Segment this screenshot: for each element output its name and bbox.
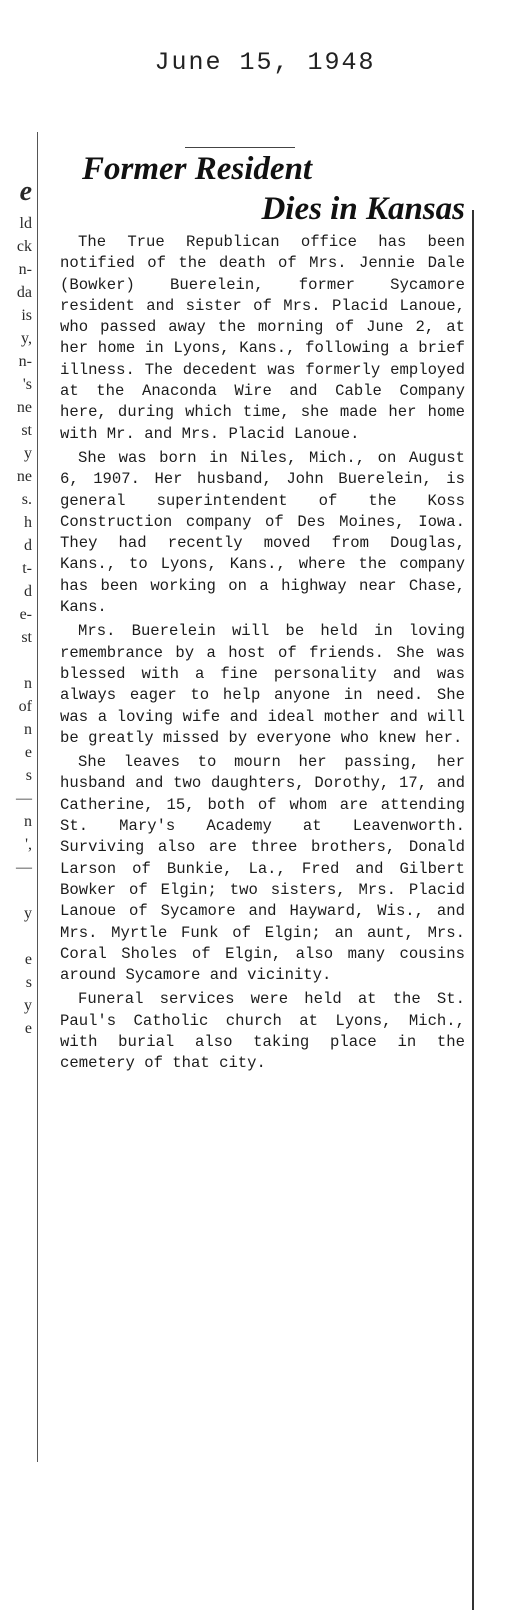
obituary-article (60, 150, 465, 1078)
clipping-date: June 15, 1948 (154, 48, 376, 77)
paragraph: She was born in Niles, Mich., on August 6, 1907. Her husband, John Buerelein, is general superintendent of the Koss Construction company of Des Moines, Iowa. They had recently moved from Douglas, Kans., to Lyons, Kans., where the company has been working on a highway near Chase, Kans. (60, 448, 465, 617)
column-fragment: ', (25, 836, 32, 853)
column-fragment (0, 649, 32, 672)
paragraph: She leaves to mourn her passing, her husband and two daughters, Dorothy, 17, and Catherine, 15, both of whom are attending St. Mary's Academy at Leavenworth. Surviving also are three brothers, Donald Larson of Bunkie, La., Fred and Gilbert Bowker of Elgin; two sisters, Mrs. Placid Lanoue of Sycamore and Hayward, Wis., and Mrs. Myrtle Funk of Elgin; an aunt, Mrs. Coral Sholes of Elgin, also many cousins around Sycamore and vicinity. (60, 753, 465, 985)
column-fragment: n (24, 813, 32, 830)
column-fragment: y (24, 445, 32, 462)
column-fragment: d (24, 537, 32, 554)
column-divider-right (472, 210, 474, 1610)
column-fragment: d (24, 583, 32, 600)
paragraph: The True Republican office has been notified of the death of Mrs. Jennie Dale (Bowker) Buerelein, former Sycamore resident and sister of Mrs. Placid Lanoue, who passed away the morning of June 2, at her home in Lyons, Kans., following a brief illness. The decedent was formerly employed at the Anaconda Wire and Cable Company here, during which time, she made her home with Mr. and Mrs. Placid Lanoue. (60, 233, 465, 443)
column-fragment: h (24, 514, 32, 531)
column-fragment: y (24, 905, 32, 922)
column-fragment: s (25, 767, 32, 784)
column-fragment: ne (16, 468, 32, 485)
headline-line-2: Dies in Kansas (261, 191, 465, 227)
column-fragment: e (24, 1020, 32, 1037)
column-fragment (0, 879, 32, 902)
adjacent-column-fragments (0, 172, 32, 1040)
column-fragment: s. (21, 491, 32, 508)
column-fragment: — (16, 859, 32, 876)
column-fragment (0, 925, 32, 948)
column-fragment: n- (18, 353, 32, 370)
column-fragment: n (24, 721, 32, 738)
column-fragment: e (24, 744, 32, 761)
article-body (60, 232, 465, 1075)
column-fragment: n- (18, 261, 32, 278)
paragraph: Funeral services were held at the St. Paul's Catholic church at Lyons, Mich., with burial also taking place in the cemetery of that city. (60, 990, 465, 1073)
column-fragment: st (21, 422, 32, 439)
column-fragment: is (21, 307, 32, 324)
column-fragment: e- (19, 606, 32, 623)
column-fragment: ld (19, 215, 32, 232)
column-fragment: e (24, 951, 32, 968)
column-fragment: 's (22, 376, 32, 393)
column-fragment: t- (22, 560, 32, 577)
column-fragment: ne (16, 399, 32, 416)
column-fragment: s (25, 974, 32, 991)
column-divider-left (37, 132, 38, 1462)
column-fragment: of (18, 698, 32, 715)
column-fragment: n (24, 675, 32, 692)
column-fragment: y, (21, 330, 32, 347)
headline-line-1: Former Resident (82, 151, 313, 187)
column-fragment: — (16, 790, 32, 807)
column-fragment: st (21, 629, 32, 646)
headline-rule (185, 147, 295, 148)
column-fragment: da (16, 284, 32, 301)
column-fragment: e (19, 176, 32, 207)
column-fragment: y (24, 997, 32, 1014)
paragraph: Mrs. Buerelein will be held in loving remembrance by a host of friends. She was blessed with a fine personality and was always eager to help anyone in need. She was a loving wife and ideal mother and will be greatly missed by everyone who knew her. (60, 622, 465, 747)
column-fragment: ck (16, 238, 32, 255)
